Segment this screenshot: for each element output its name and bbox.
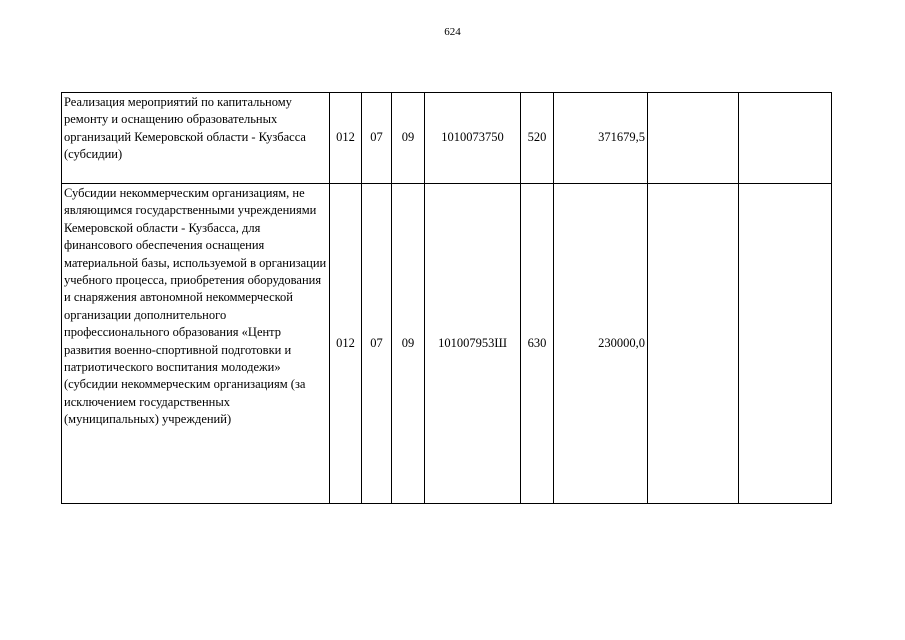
expense-type-cell: 520 bbox=[521, 93, 554, 184]
expense-type-cell: 630 bbox=[521, 184, 554, 504]
empty-cell bbox=[739, 93, 832, 184]
page-number: 624 bbox=[444, 26, 461, 38]
subsection-code-cell: 09 bbox=[392, 93, 425, 184]
table-row bbox=[62, 184, 832, 504]
empty-cell bbox=[648, 93, 739, 184]
section-code-cell: 07 bbox=[362, 93, 392, 184]
amount-cell: 230000,0 bbox=[554, 184, 648, 504]
empty-cell bbox=[739, 184, 832, 504]
expense-name-cell: Субсидии некоммерческим организациям, не являющимся государственными учреждениями Кемеровской области - Кузбасса, для финансового обеспечения оснащения материальной базы, используемой в организации учебного процесса, приобретения оборудования и снаряжения автономной некоммерческой организации дополнительного профессионального образования «Центр развития военно-спортивной подготовки и патриотического воспитания молодежи» (субсидии некоммерческим организациям (за исключением государственных (муниципальных) учреждений) bbox=[62, 184, 330, 504]
section-code-cell: 07 bbox=[362, 184, 392, 504]
subsection-code-cell: 09 bbox=[392, 184, 425, 504]
empty-cell bbox=[648, 184, 739, 504]
amount-cell: 371679,5 bbox=[554, 93, 648, 184]
table-row bbox=[62, 93, 832, 184]
target-article-cell: 101007953Ш bbox=[425, 184, 521, 504]
expense-name-cell: Реализация мероприятий по капитальному ремонту и оснащению образовательных организаций Кемеровской области - Кузбасса (субсидии) bbox=[62, 93, 330, 184]
target-article-cell: 1010073750 bbox=[425, 93, 521, 184]
ministry-code-cell: 012 bbox=[330, 93, 362, 184]
budget-table bbox=[61, 92, 832, 504]
ministry-code-cell: 012 bbox=[330, 184, 362, 504]
